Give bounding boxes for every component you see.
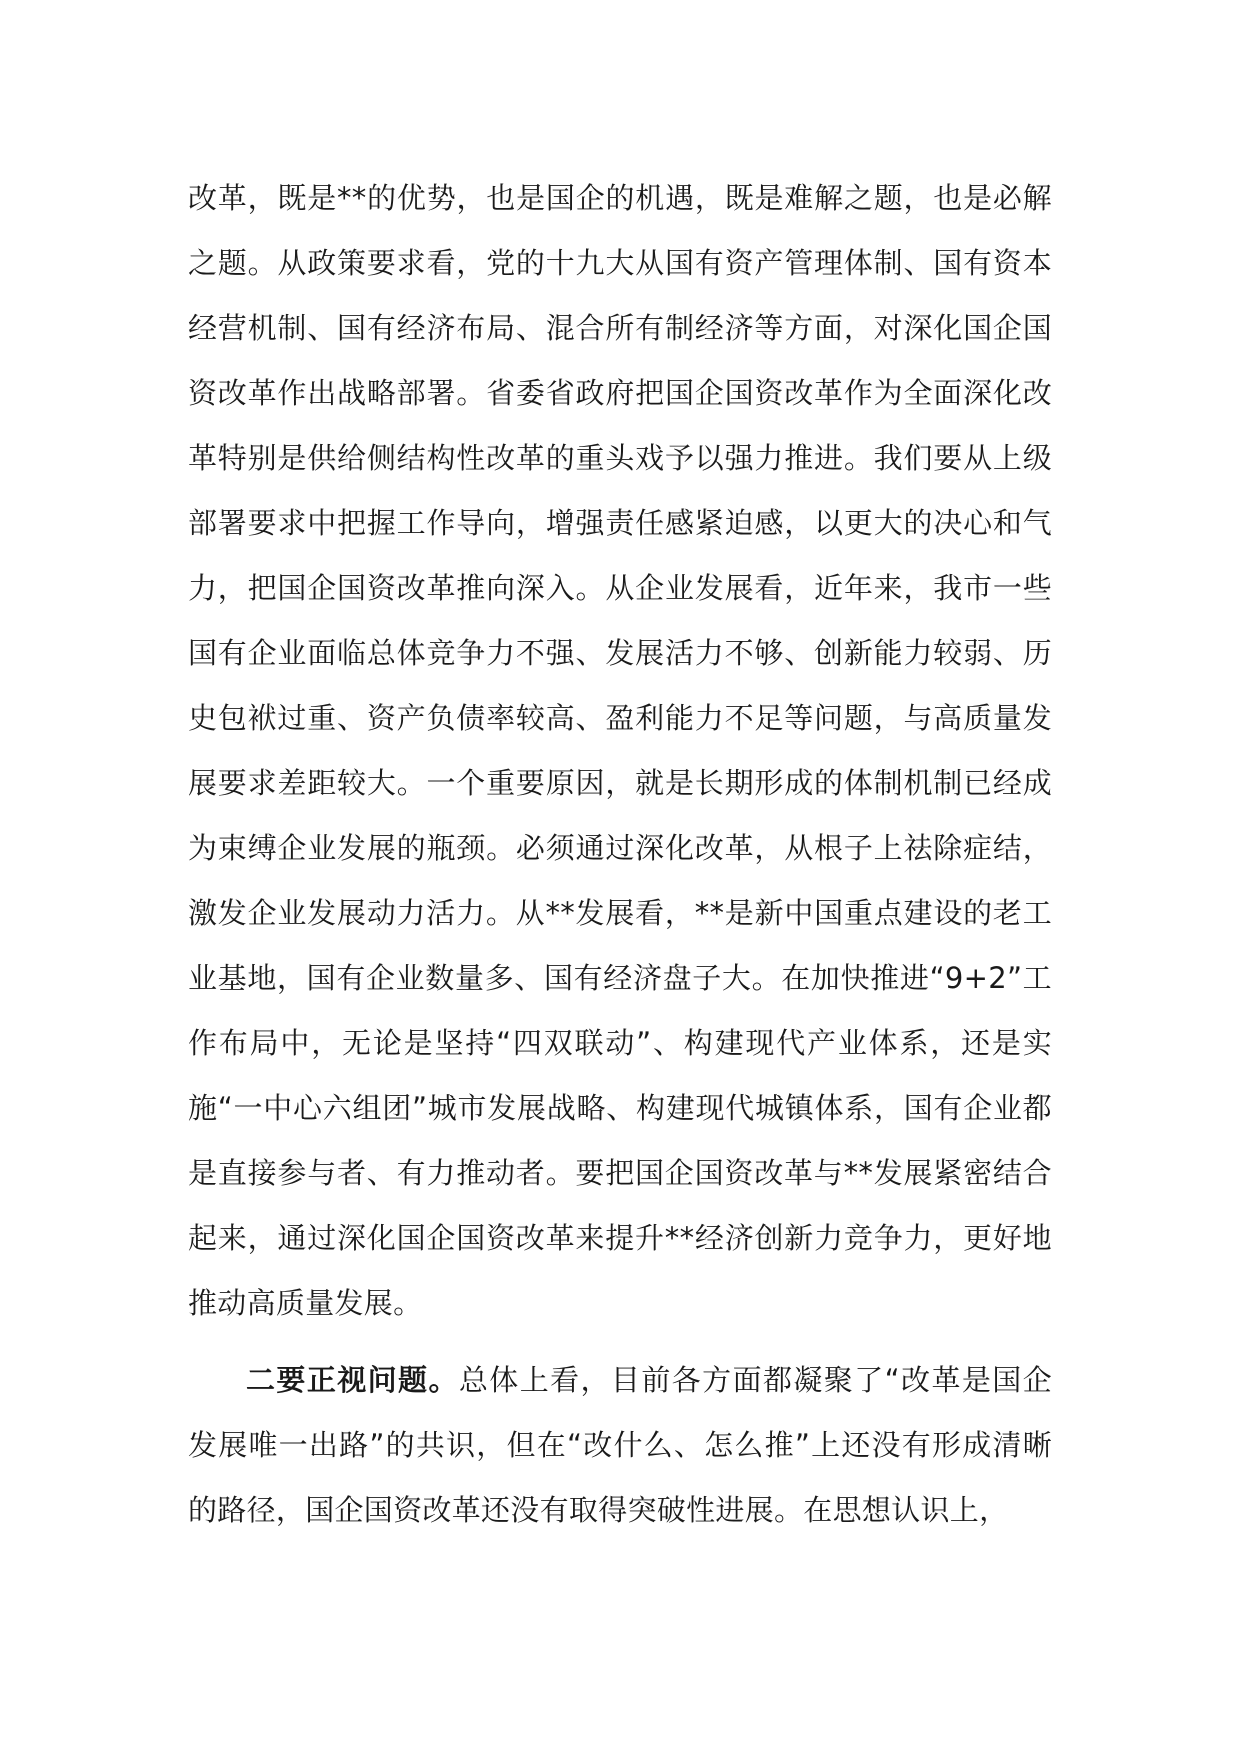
paragraph-2-body: 总体上看，目前各方面都凝聚了“改革是国企发展唯一出路”的共识，但在“改什么、怎么推”上还没有形成清晰的路径，国企国资改革还没有取得突破性进展。在思想认识上， <box>188 1363 1052 1527</box>
paragraph-2 <box>188 1348 1052 1543</box>
body-text <box>188 166 1052 1543</box>
paragraph-2-lead: 二要正视问题。 <box>246 1363 459 1397</box>
paragraph-1: 改革，既是**的优势，也是国企的机遇，既是难解之题，也是必解之题。从政策要求看，党的十九大从国有资产管理体制、国有资本经营机制、国有经济布局、混合所有制经济等方面，对深化国企国资改革作出战略部署。省委省政府把国企国资改革作为全面深化改革特别是供给侧结构性改革的重头戏予以强力推进。我们要从上级部署要求中把握工作导向，增强责任感紧迫感，以更大的决心和气力，把国企国资改革推向深入。从企业发展看，近年来，我市一些国有企业面临总体竞争力不强、发展活力不够、创新能力较弱、历史包袱过重、资产负债率较高、盈利能力不足等问题，与高质量发展要求差距较大。一个重要原因，就是长期形成的体制机制已经成为束缚企业发展的瓶颈。必须通过深化改革，从根子上祛除症结，激发企业发展动力活力。从**发展看，**是新中国重点建设的老工业基地，国有企业数量多、国有经济盘子大。在加快推进“9+2”工作布局中，无论是坚持“四双联动”、构建现代产业体系，还是实施“一中心六组团”城市发展战略、构建现代城镇体系，国有企业都是直接参与者、有力推动者。要把国企国资改革与**发展紧密结合起来，通过深化国企国资改革来提升**经济创新力竞争力，更好地推动高质量发展。 <box>188 181 1052 1320</box>
